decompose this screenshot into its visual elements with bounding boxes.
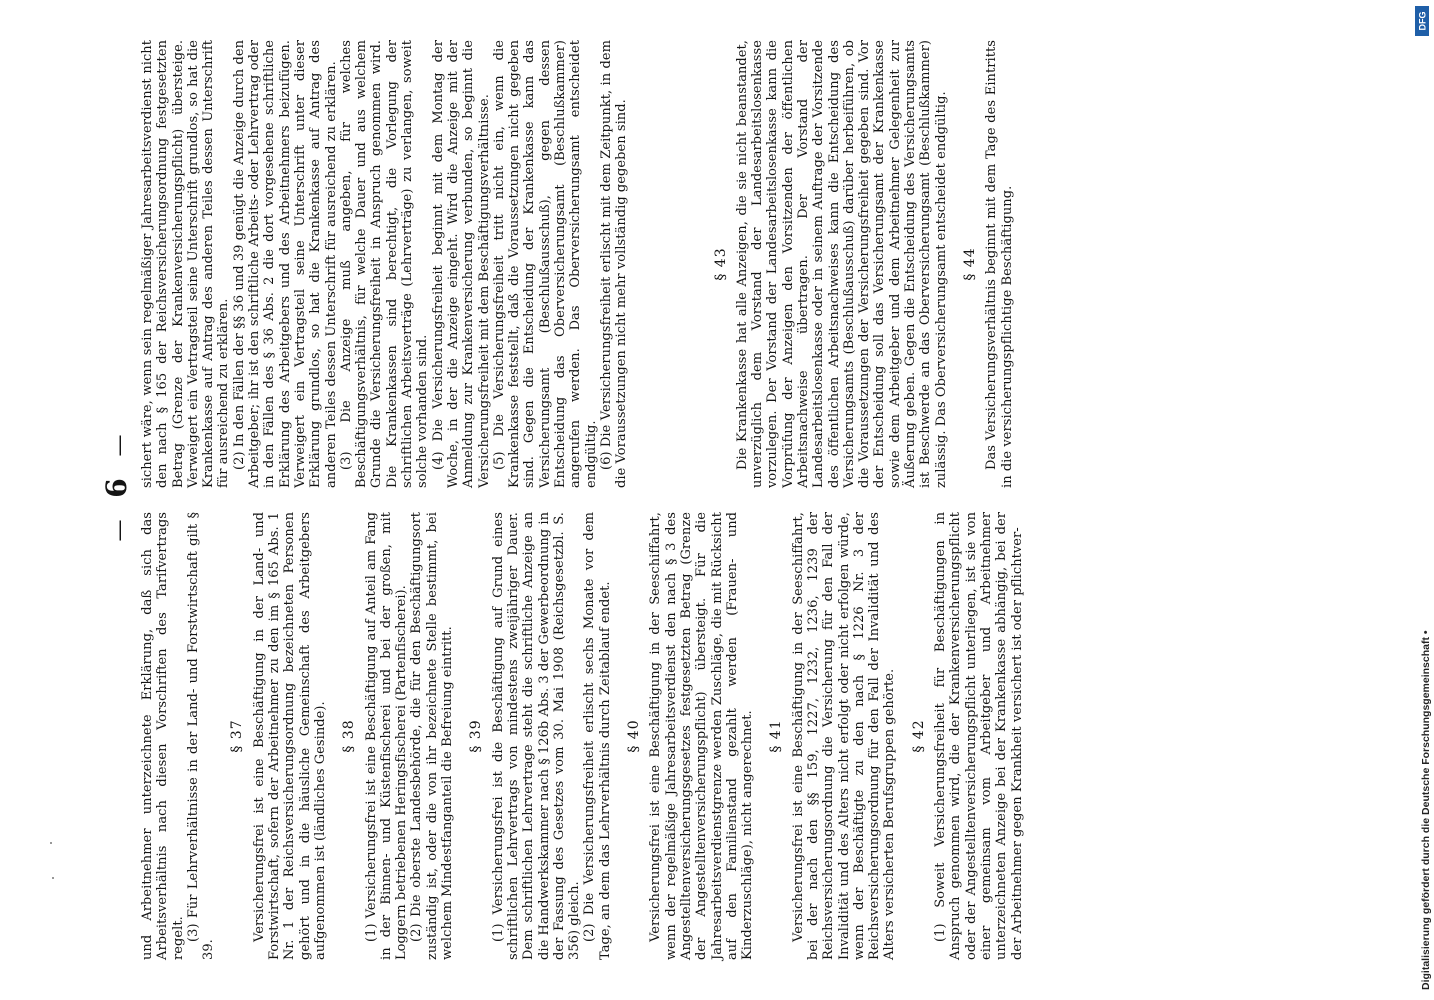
- paragraph: (1) Soweit Versicherungsfreiheit für Beschäftigungen in Anspruch genommen wird, die der Krankenversicherungspflicht oder der Angestelltenversicherungspflicht unterliegen, ist sie von einer gemeinsam vom Arbeitgeber und Arbeitnehmer unterzeichneten Anzeige bei der Krankenkasse abhängig, bei der der Arbeitnehmer gegen Krankheit versichert ist oder pflichtver-: [933, 512, 1025, 960]
- paragraph: (2) Die oberste Landesbehörde, die für den Beschäftigungsort zuständig ist, oder die von ihr bezeichnete Stelle bestimmt, bei welchem Mindestfanganteil die Befreiung eintritt.: [409, 512, 456, 960]
- paragraph: und Arbeitnehmer unterzeichnete Erklärung, daß sich das Arbeitsverhältnis nach diesen Vorschriften des Tarifvertrags regelt.: [140, 512, 186, 960]
- paragraph: (1) Versicherungsfrei ist eine Beschäftigung auf Anteil am Fang in der Binnen- und Küstenfischerei und bei der großen, mit Loggern betriebenen Heringsfischerei (Partenfischerei).: [363, 512, 410, 960]
- paragraph: (5) Die Versicherungsfreiheit tritt nicht ein, wenn die Krankenkasse feststellt, daß die Voraussetzungen nicht gegeben sind. Gegen die Entscheidung der Krankenkasse kann das Versicherungsamt (Beschlußausschuß), gegen dessen Entscheidung das Oberversicherungsamt (Beschlußkammer) angerufen werden. Das Oberversicherungsamt entscheidet endgültig.: [491, 40, 599, 488]
- blank-space: [630, 40, 700, 488]
- page-number-dash-right: —: [107, 428, 132, 457]
- paragraph: sichert wäre, wenn sein regelmäßiger Jahresarbeitsverdienst nicht den nach § 165 der Reichsversicherungsordnung festgesetzten Betrag (Grenze der Krankenversicherungspflicht) übersteige. Verweigert ein Vertragsteil seine Unterschrift grundlos, so hat die Krankenkasse auf Antrag des anderen Teiles dessen Unterschrift für ausreichend zu erklären.: [140, 40, 232, 488]
- section-heading: § 39: [468, 719, 485, 753]
- section-heading: § 42: [910, 719, 927, 753]
- left-text-column: [140, 512, 1025, 960]
- scan-speck: [50, 842, 52, 844]
- section-heading: § 43: [712, 247, 729, 281]
- section-heading: § 41: [768, 719, 785, 753]
- section-heading: § 37: [229, 719, 246, 753]
- section-heading: § 44: [961, 247, 978, 281]
- paragraph: (3) Die Anzeige muß angeben, für welches Beschäftigungsverhältnis, für welche Dauer und aus welchem Grunde die Versicherungsfreiheit in Anspruch genommen wird. Die Krankenkassen sind berechtigt, die Vorlegung der schriftlichen Arbeitsverträge (Lehrverträge) zu verlangen, soweit solche vorhanden sind.: [338, 40, 431, 488]
- paragraph: Das Versicherungsverhältnis beginnt mit dem Tage des Eintritts in die versicherungspflichtige Beschäftigung.: [984, 40, 1015, 488]
- scan-speck: [52, 877, 54, 879]
- page-number: [100, 10, 133, 960]
- page-number-dash-left: —: [107, 513, 132, 542]
- digitization-credit: [1402, 0, 1432, 1000]
- paragraph: Versicherungsfrei ist eine Beschäftigung in der Land- und Forstwirtschaft, sofern der Arbeitnehmer zu den im § 165 Abs. 1 Nr. 1 der Reichsversicherungsordnung bezeichneten Personen gehört und in die häusliche Gemeinschaft des Arbeitgebers aufgenommen ist (ländliches Gesinde).: [251, 512, 328, 960]
- page-number-value: 6: [100, 472, 133, 498]
- paragraph: Versicherungsfrei ist eine Beschäftigung in der Seeschiffahrt, bei der nach den §§ 159, 1227, 1232, 1236, 1239 der Reichsversicherungsordnung die Versicherung für den Fall der Invalidität und des Alters nicht erfolgt oder nicht erfolgen würde, wenn der Beschäftigte zu den nach § 1226 Nr. 3 der Reichsversicherungsordnung für den Fall der Invalidität und des Alters versicherten Berufsgruppen gehörte.: [790, 512, 898, 960]
- credit-text: Digitalisierung gefördert durch die Deutsche Forschungsgemeinschaft •: [1420, 630, 1432, 990]
- paragraph: (2) In den Fällen der §§ 36 und 39 genügt die Anzeige durch den Arbeitgeber; ihr ist den schriftliche Arbeits- oder Lehrvertrag oder in den Fällen des § 36 Abs. 2 die dort vorgesehene schriftliche Erklärung des Arbeitgebers und des Arbeitnehmers beizufügen. Verweigert ein Vertragsteil seine Unterschrift unter dieser Erklärung grundlos, so hat die Krankenkasse auf Antrag des anderen Teiles dessen Unterschrift für ausreichend zu erklären.: [231, 40, 339, 488]
- paragraph: Die Krankenkasse hat alle Anzeigen, die sie nicht beanstandet, unverzüglich dem Vorstand der Landesarbeitslosenkasse vorzulegen. Der Vorstand der Landesarbeitslosenkasse kann die Vorprüfung der Anzeigen den Vorsitzenden der öffentlichen Arbeitsnachweise übertragen. Der Vorstand der Landesarbeitslosenkasse oder in seinem Auftrage der Vorsitzende des öffentlichen Arbeitsnachweises kann die Entscheidung des Versicherungsamts (Beschlußausschuß) darüber herbeiführen, ob die Voraussetzungen der Versicherungsfreiheit gegeben sind. Vor der Entscheidung soll das Versicherungsamt der Krankenkasse sowie dem Arbeitgeber und dem Arbeitnehmer Gelegenheit zur Äußerung geben. Gegen die Entscheidung des Versicherungsamts ist Beschwerde an das Oberversicherungsamt (Beschlußkammer) zulässig. Das Oberversicherungsamt entscheidet endgültig.: [734, 40, 949, 488]
- section-heading: § 38: [341, 719, 358, 753]
- right-text-column: [140, 40, 1015, 488]
- paragraph: (2) Die Versicherungsfreiheit erlischt sechs Monate vor dem Tage, an dem das Lehrverhältnis durch Zeitablauf endet.: [582, 512, 613, 960]
- scanned-page: [100, 10, 1390, 960]
- paragraph: (6) Die Versicherungsfreiheit erlischt mit dem Zeitpunkt, in dem die Voraussetzungen nicht mehr vollständig gegeben sind.: [598, 40, 630, 488]
- paragraph: (3) Für Lehrverhältnisse in der Land- und Forstwirtschaft gilt § 39.: [185, 512, 217, 960]
- paragraph: (1) Versicherungsfrei ist die Beschäftigung auf Grund eines schriftlichen Lehrvertrags von mindestens zweijähriger Dauer. Dem schriftlichen Lehrvertrage steht die schriftliche Anzeige an die Handwerkskammer nach § 126b Abs. 3 der Gewerbeordnung in der Fassung des Gesetzes vom 30. Mai 1908 (Reichsgesetzbl. S. 356) gleich.: [490, 512, 583, 960]
- dfg-logo: DFG: [1415, 6, 1429, 36]
- paragraph: (4) Die Versicherungsfreiheit beginnt mit dem Montag der Woche, in der die Anzeige eingeht. Wird die Anzeige mit der Anmeldung zur Krankenversicherung verbunden, so beginnt die Versicherungsfreiheit mit dem Beschäftigungsverhältnisse.: [430, 40, 492, 488]
- section-heading: § 40: [626, 719, 643, 753]
- paragraph: Versicherungsfrei ist eine Beschäftigung in der Seeschiffahrt, wenn der regelmäßige Jahresarbeitsverdienst den nach § 3 des Angestelltenversicherungsgesetzes festgesetzten Betrag (Grenze der Angestelltenversicherungspflicht) übersteigt. Für die Jahresarbeitsverdienstgrenze werden Zuschläge, die mit Rücksicht auf den Familienstand gezahlt werden (Frauen- und Kinderzuschläge), nicht angerechnet.: [648, 512, 756, 960]
